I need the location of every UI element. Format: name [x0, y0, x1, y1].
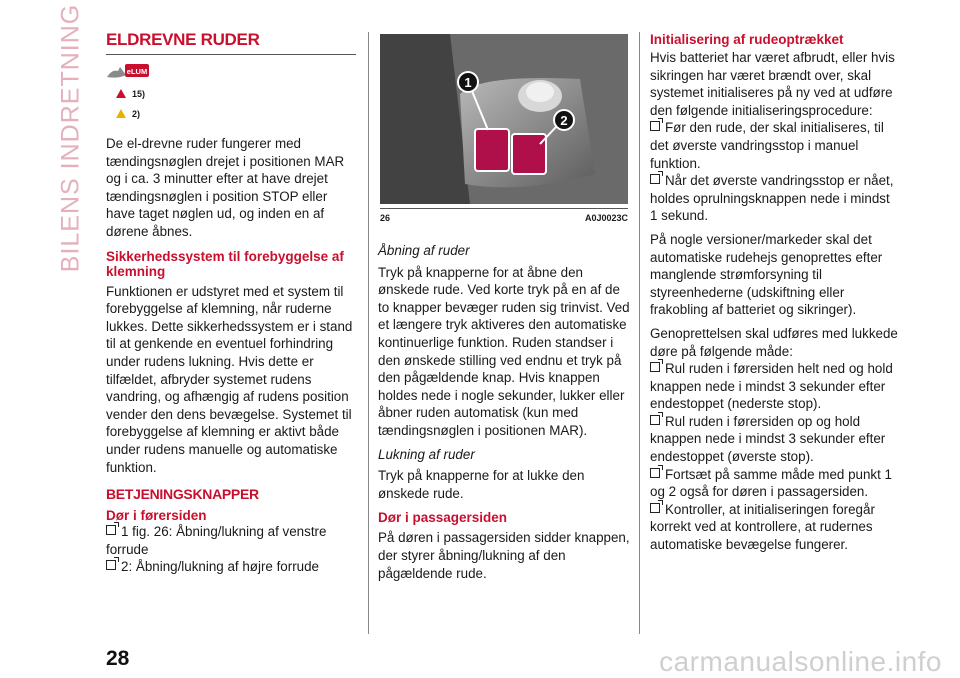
- passenger-paragraph: På døren i passagersiden sidder knappen, der styrer åbning/lukning af den pågældende rude.: [378, 530, 630, 581]
- column-3: [650, 30, 900, 554]
- callout-1: 1: [464, 75, 472, 90]
- checkbox-bullet-icon: [106, 560, 116, 570]
- safety-paragraph: Funktionen er udstyret med et system til forebyggelse af klemning, når ruderne lukkes. Dette sikkerhedssystem er i stand til at genkende en eventuel forhindring under rudens lukning. Hvis dette er tilfældet, afbryder systemet rudens vandring, og afhængig af rudens position vender den dens bevægelse. Systemet til forebyggelse af klemning er aktivt både under rudens manuelle og automatiske funktion.: [106, 283, 353, 475]
- init-paragraph: Hvis batteriet har været afbrudt, eller hvis sikringen har været brændt over, skal systemet initialiseres på ny ved at udføre den følgende initialiseringsprocedure:: [650, 50, 895, 118]
- chapter-side-tab: [54, 3, 88, 272]
- column-divider: [368, 32, 369, 634]
- checkbox-bullet-icon: [650, 121, 660, 131]
- chapter-label: BILENS INDRETNING: [56, 3, 85, 272]
- bullet-item: Rul ruden i førersiden helt ned og hold knappen nede i mindst 3 sekunder efter endestoppet (nederste stop).: [650, 361, 893, 412]
- checkbox-bullet-icon: [650, 468, 660, 478]
- subheading-initialisation: Initialisering af rudeoptrækket: [650, 32, 844, 47]
- window-switch-illustration: [380, 34, 628, 204]
- checkbox-bullet-icon: [106, 525, 116, 535]
- callout-2: 2: [560, 113, 568, 128]
- checkbox-bullet-icon: [650, 503, 660, 513]
- caution-triangle-icon: [116, 109, 126, 118]
- symbol-block: [106, 61, 356, 121]
- bullet-item: Fortsæt på samme måde med punkt 1 og 2 også for døren i passagersiden.: [650, 466, 892, 500]
- column-1: [106, 30, 356, 576]
- page-number: 28: [106, 647, 130, 670]
- versions-paragraph: På nogle versioner/markeder skal det automatiske rudehejs genoprettes efter manglende strømforsyning til styreenhederne (udskiftning eller frakobling af batteriet og sikringer).: [650, 231, 883, 318]
- subheading-driver-door: Dør i førersiden: [106, 508, 207, 524]
- danger-triangle-icon: [116, 89, 126, 98]
- bullet-item: Før den rude, der skal initialiseres, til det øverste vandringsstop i manuel funktion.: [650, 120, 884, 171]
- figure-code: A0J0023C: [584, 213, 628, 223]
- figure-window-switch-photo: [380, 34, 628, 204]
- checkbox-bullet-icon: [650, 174, 660, 184]
- intro-paragraph: De el-drevne ruder fungerer med tændingsnøglen drejet i positionen MAR og i ca. 3 minutter efter at have drejet tændingsnøglen i position STOP eller have taget nøglen ud, og inden en af dørene åbnes.: [106, 136, 345, 239]
- figure-number: 26: [380, 213, 391, 223]
- subheading-opening: Åbning af ruder: [378, 243, 470, 258]
- watermark: carmanualsonline.info: [659, 646, 942, 677]
- bullet-item: Rul ruden i førersiden op og hold knappen nede i mindst 3 sekunder efter endestoppet (øverste stop).: [650, 413, 886, 465]
- bullet-item: Kontroller, at initialiseringen foregår korrekt ved at kontrollere, at rudernes automatiske bevægelse fungerer.: [650, 501, 875, 553]
- danger-reference: 15): [116, 89, 145, 99]
- bullet-item: 1 fig. 26: Åbning/lukning af venstre forrude: [106, 524, 327, 557]
- checkbox-bullet-icon: [650, 362, 660, 372]
- elum-icon-label: eLUM: [126, 67, 148, 76]
- checkbox-bullet-icon: [650, 415, 660, 425]
- subheading-controls: BETJENINGSKNAPPER: [106, 486, 259, 503]
- closing-paragraph: Tryk på knapperne for at lukke den ønskede rude.: [378, 468, 585, 501]
- restore-paragraph: Genoprettelsen skal udføres med lukkede døre på følgende måde:: [650, 325, 898, 359]
- bullet-item: 2: Åbning/lukning af højre forrude: [106, 558, 356, 576]
- elum-icon: [106, 63, 150, 83]
- section-title: ELDREVNE RUDER: [106, 30, 356, 55]
- figure-caption: [380, 208, 628, 223]
- column-divider: [639, 32, 640, 634]
- caution-reference: 2): [116, 109, 140, 119]
- subheading-passenger-door: Dør i passagersiden: [378, 510, 508, 526]
- bullet-item: Når det øverste vandringsstop er nået, holdes oprulningsknappen nede i mindst 1 sekund.: [650, 173, 894, 224]
- opening-paragraph: Tryk på knapperne for at åbne den ønskede rude. Ved korte tryk på en af de to knapper bevæger ruden sig trinvist. Ved et længere tryk aktiveres den automatiske kontinuerlige funktion. Ruden standser i den ønskede stilling ved endnu et tryk på den pågældende knap. Hvis knappen holdes nede i nogle sekunder, lukker eller åbner ruden automatisk (kun med tændingsnøglen i positionen MAR).: [378, 264, 630, 438]
- subheading-safety: Sikkerhedssystem til forebyggelse af klemning: [106, 248, 344, 279]
- subheading-closing: Lukning af ruder: [378, 446, 475, 462]
